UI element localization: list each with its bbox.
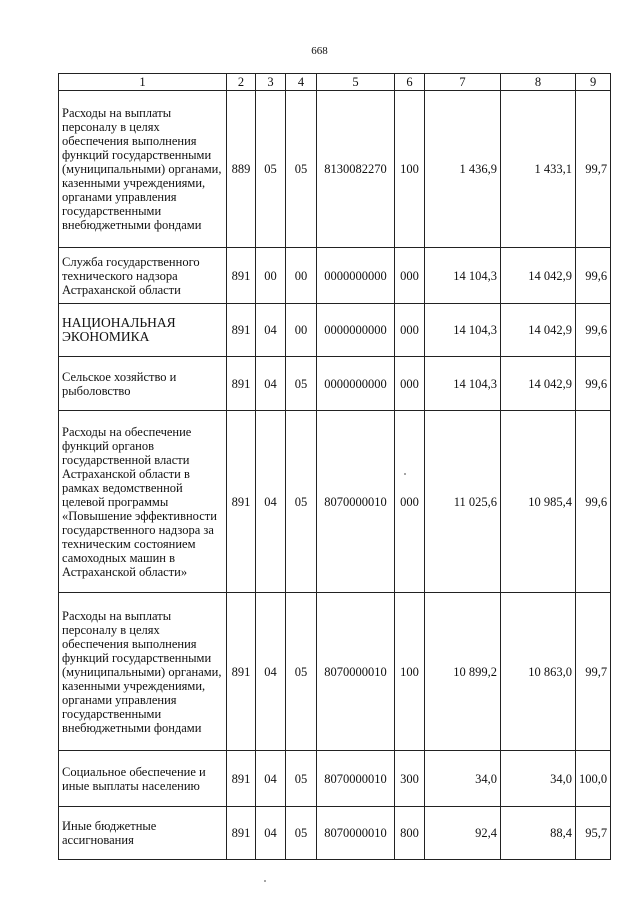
header-cell-7: 7 [425,74,501,91]
cell-percent: 99,7 [576,593,611,751]
row-name: Сельское хозяйство и рыболовство [59,357,227,411]
cell-plan: 14 104,3 [425,357,501,411]
header-cell-8: 8 [501,74,576,91]
cell-subsection: 05 [286,91,317,248]
row-name: Иные бюджетные ассигнования [59,807,227,860]
header-cell-4: 4 [286,74,317,91]
cell-admin-code: 891 [227,248,256,304]
cell-admin-code: 891 [227,411,256,593]
cell-target-code: 0000000000 [317,357,395,411]
cell-target-code: 8130082270 [317,91,395,248]
cell-admin-code: 889 [227,91,256,248]
cell-subsection: 05 [286,593,317,751]
cell-plan: 1 436,9 [425,91,501,248]
cell-subsection: 00 [286,304,317,357]
cell-admin-code: 891 [227,807,256,860]
page-number: 668 [311,45,328,57]
cell-actual: 14 042,9 [501,304,576,357]
cell-expense-type: 100 [395,593,425,751]
cell-target-code: 0000000000 [317,304,395,357]
cell-actual: 34,0 [501,751,576,807]
cell-percent: 99,6 [576,304,611,357]
header-cell-6: 6 [395,74,425,91]
cell-section: 05 [256,91,286,248]
cell-expense-type: 000 [395,304,425,357]
cell-expense-type: 800 [395,807,425,860]
cell-expense-type: 000 [395,248,425,304]
cell-target-code: 8070000010 [317,807,395,860]
row-name: Расходы на обеспечение функций органов государственной власти Астраханской области в рамках ведомственной целевой программы «Повышение эффективности государственного надзора за техническим состоянием самоходных машин в Астраханской области» [59,411,227,593]
cell-plan: 34,0 [425,751,501,807]
scan-speck [264,880,266,882]
row-name: Расходы на выплаты персоналу в целях обеспечения выполнения функций государственными (муниципальными) органами, казенными учреждениями, органами управления государственными внебюджетными фондами [59,91,227,248]
cell-percent: 100,0 [576,751,611,807]
cell-target-code: 8070000010 [317,411,395,593]
table-row [59,357,611,411]
table-row [59,91,611,248]
row-name: Социальное обеспечение и иные выплаты населению [59,751,227,807]
cell-subsection: 05 [286,357,317,411]
table-row [59,248,611,304]
cell-subsection: 05 [286,411,317,593]
row-name: Служба государственного технического надзора Астраханской области [59,248,227,304]
cell-admin-code: 891 [227,304,256,357]
cell-expense-type: 000 [395,357,425,411]
cell-subsection: 00 [286,248,317,304]
cell-section: 00 [256,248,286,304]
cell-expense-type: 100 [395,91,425,248]
cell-expense-type: 000 [395,411,425,593]
cell-admin-code: 891 [227,751,256,807]
table-row [59,807,611,860]
header-cell-9: 9 [576,74,611,91]
cell-actual: 14 042,9 [501,248,576,304]
cell-percent: 99,7 [576,91,611,248]
cell-plan: 14 104,3 [425,248,501,304]
table-row [59,751,611,807]
cell-section: 04 [256,751,286,807]
cell-section: 04 [256,304,286,357]
header-cell-3: 3 [256,74,286,91]
cell-target-code: 8070000010 [317,751,395,807]
cell-plan: 10 899,2 [425,593,501,751]
cell-actual: 10 863,0 [501,593,576,751]
cell-plan: 11 025,6 [425,411,501,593]
row-name: НАЦИОНАЛЬНАЯ ЭКОНОМИКА [59,304,227,357]
cell-admin-code: 891 [227,357,256,411]
cell-target-code: 0000000000 [317,248,395,304]
cell-expense-type: 300 [395,751,425,807]
header-cell-1: 1 [59,74,227,91]
cell-actual: 1 433,1 [501,91,576,248]
cell-admin-code: 891 [227,593,256,751]
cell-actual: 14 042,9 [501,357,576,411]
table-row [59,411,611,593]
cell-section: 04 [256,411,286,593]
cell-percent: 95,7 [576,807,611,860]
header-cell-2: 2 [227,74,256,91]
header-cell-5: 5 [317,74,395,91]
cell-target-code: 8070000010 [317,593,395,751]
table-header-row [59,74,611,91]
cell-plan: 14 104,3 [425,304,501,357]
cell-actual: 10 985,4 [501,411,576,593]
cell-percent: 99,6 [576,357,611,411]
cell-section: 04 [256,593,286,751]
cell-plan: 92,4 [425,807,501,860]
table-row [59,304,611,357]
table-row [59,593,611,751]
cell-percent: 99,6 [576,411,611,593]
cell-percent: 99,6 [576,248,611,304]
cell-actual: 88,4 [501,807,576,860]
budget-table [58,73,611,860]
scan-speck [404,473,406,475]
cell-section: 04 [256,807,286,860]
row-name: Расходы на выплаты персоналу в целях обеспечения выполнения функций государственными (муниципальными) органами, казенными учреждениями, органами управления государственными внебюджетными фондами [59,593,227,751]
cell-subsection: 05 [286,751,317,807]
cell-section: 04 [256,357,286,411]
cell-subsection: 05 [286,807,317,860]
